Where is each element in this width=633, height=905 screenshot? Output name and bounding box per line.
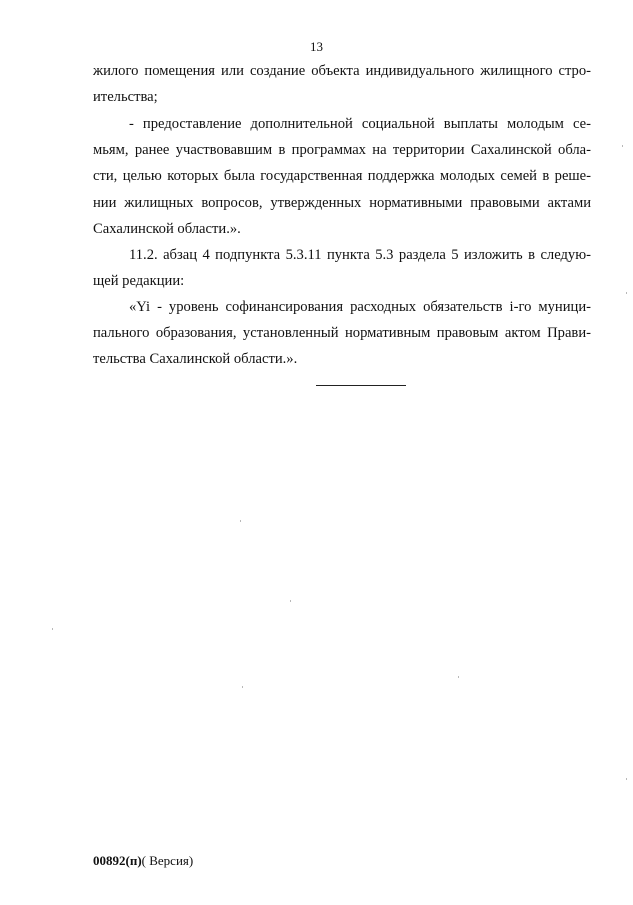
text-line: «Yi - уровень софинансирования расходных обязательств i-го муници- xyxy=(129,299,591,315)
scan-speck xyxy=(626,292,627,294)
scan-speck xyxy=(290,600,291,602)
end-divider-line xyxy=(316,385,406,386)
text-line: щей редакции: xyxy=(93,273,185,290)
text-line: 11.2. абзац 4 подпункта 5.3.11 пункта 5.3 раздела 5 изложить в следую- xyxy=(129,247,591,263)
text-line: Сахалинской области.». xyxy=(93,220,241,237)
scan-speck xyxy=(626,778,627,780)
scan-speck xyxy=(242,686,243,688)
document-code-suffix: ( Версия) xyxy=(141,853,194,868)
text-line: нии жилищных вопросов, утвержденных нормативными правовыми актами xyxy=(93,194,591,211)
paragraph-cofinancing-definition xyxy=(93,294,591,373)
document-code-number: 00892(п) xyxy=(93,853,142,868)
scan-speck xyxy=(458,676,459,678)
text-line: пального образования, установленный нормативным правовым актом Прави- xyxy=(93,325,591,342)
scan-speck xyxy=(240,520,241,522)
paragraph-housing-continuation xyxy=(93,58,591,110)
text-line: сти, целью которых была государственная поддержка молодых семей в реше- xyxy=(93,168,591,185)
text-line: жилого помещения или создание объекта индивидуального жилищного стро- xyxy=(93,63,591,79)
page-number: 13 xyxy=(310,39,323,54)
scan-speck xyxy=(52,628,53,630)
text-line: - предоставление дополнительной социальной выплаты молодым се- xyxy=(129,116,591,132)
text-line: ительства; xyxy=(93,89,158,106)
text-line: тельства Сахалинской области.». xyxy=(93,351,298,368)
paragraph-additional-payment xyxy=(93,111,591,242)
paragraph-amendment-11-2 xyxy=(93,242,591,294)
text-line: мьям, ранее участвовавшим в программах на территории Сахалинской обла- xyxy=(93,142,591,159)
scan-speck xyxy=(622,145,623,147)
document-code xyxy=(93,853,193,869)
